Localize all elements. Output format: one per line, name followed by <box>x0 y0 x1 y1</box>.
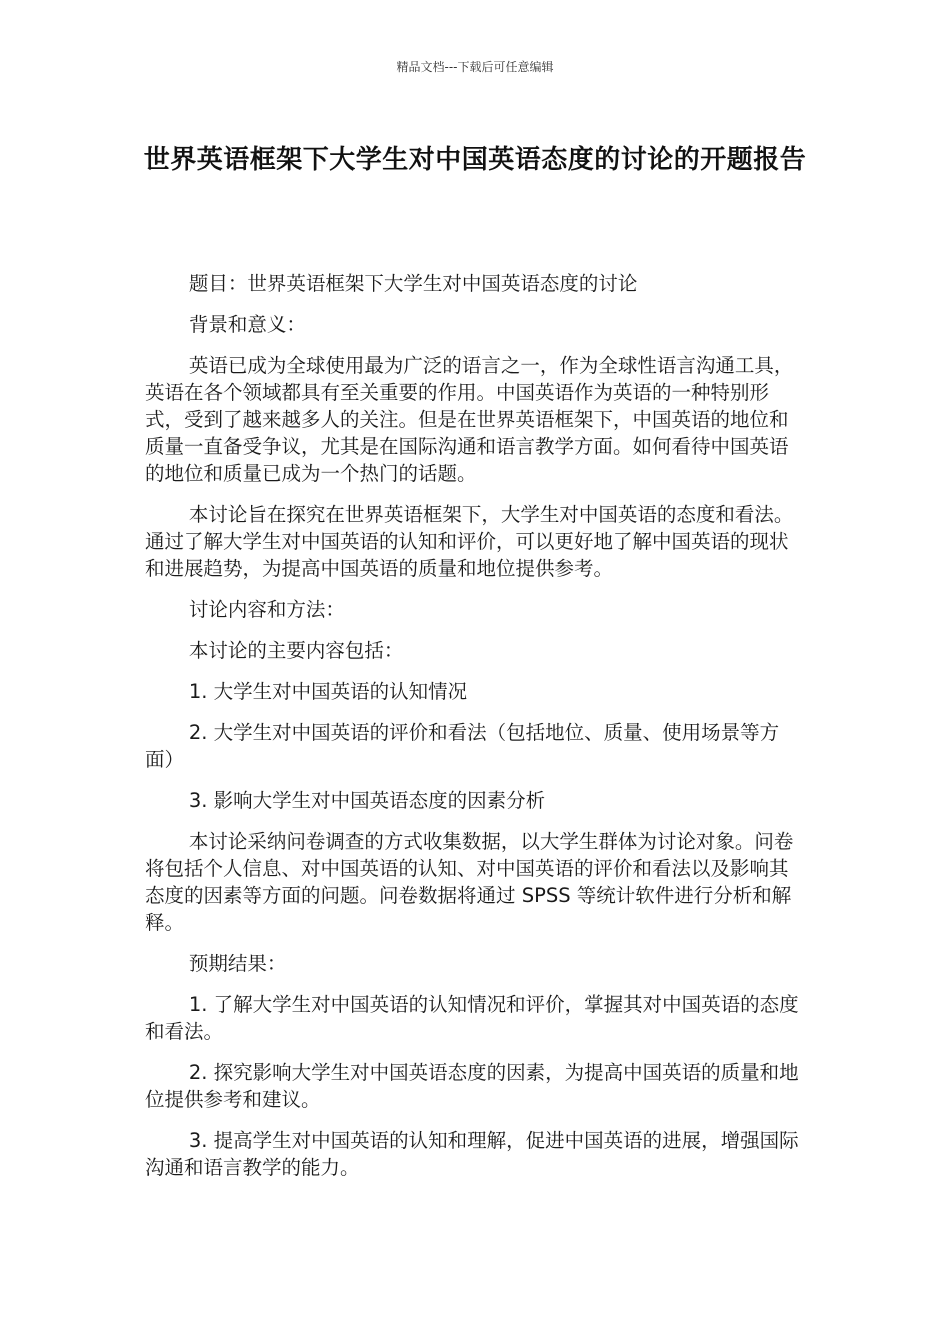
paragraph-background: 英语已成为全球使用最为广泛的语言之一，作为全球性语言沟通工具，英语在各个领域都具有至关重要的作用。中国英语作为英语的一种特别形式，受到了越来越多人的关注。但是在世界英语框架下，中国英语的地位和质量一直备受争议，尤其是在国际沟通和语言教学方面。如何看待中国英语的地位和质量已成为一个热门的话题。 <box>145 354 794 485</box>
list-item: 2. 探究影响大学生对中国英语态度的因素，为提高中国英语的质量和地位提供参考和建议。 <box>145 1061 799 1111</box>
section-heading-expected-results: 预期结果： <box>188 952 287 975</box>
document-title: 世界英语框架下大学生对中国英语态度的讨论的开题报告 <box>143 145 807 175</box>
paragraph-content-intro: 本讨论的主要内容包括： <box>188 639 404 662</box>
section-heading-content-method: 讨论内容和方法： <box>188 598 345 621</box>
list-item: 3. 提高学生对中国英语的认知和理解，促进中国英语的进展，增强国际沟通和语言教学的能力。 <box>145 1129 799 1179</box>
topic-line: 题目：世界英语框架下大学生对中国英语态度的讨论 <box>188 272 638 295</box>
list-item: 3. 影响大学生对中国英语态度的因素分析 <box>188 789 546 812</box>
list-item: 2. 大学生对中国英语的评价和看法（包括地位、质量、使用场景等方面） <box>145 721 780 771</box>
paragraph-purpose: 本讨论旨在探究在世界英语框架下，大学生对中国英语的态度和看法。通过了解大学生对中国英语的认知和评价，可以更好地了解中国英语的现状和进展趋势，为提高中国英语的质量和地位提供参考。 <box>145 503 794 580</box>
section-heading-background: 背景和意义： <box>188 313 306 336</box>
page-header: 精品文档---下载后可任意编辑 <box>396 60 554 74</box>
document-body <box>145 270 807 1195</box>
paragraph-method: 本讨论采纳问卷调查的方式收集数据，以大学生群体为讨论对象。问卷将包括个人信息、对中国英语的认知、对中国英语的评价和看法以及影响其态度的因素等方面的问题。问卷数据将通过 SPSS 等统计软件进行分析和解释。 <box>145 830 794 934</box>
list-item: 1. 大学生对中国英语的认知情况 <box>188 680 468 703</box>
list-item: 1. 了解大学生对中国英语的认知情况和评价，掌握其对中国英语的态度和看法。 <box>145 993 799 1043</box>
